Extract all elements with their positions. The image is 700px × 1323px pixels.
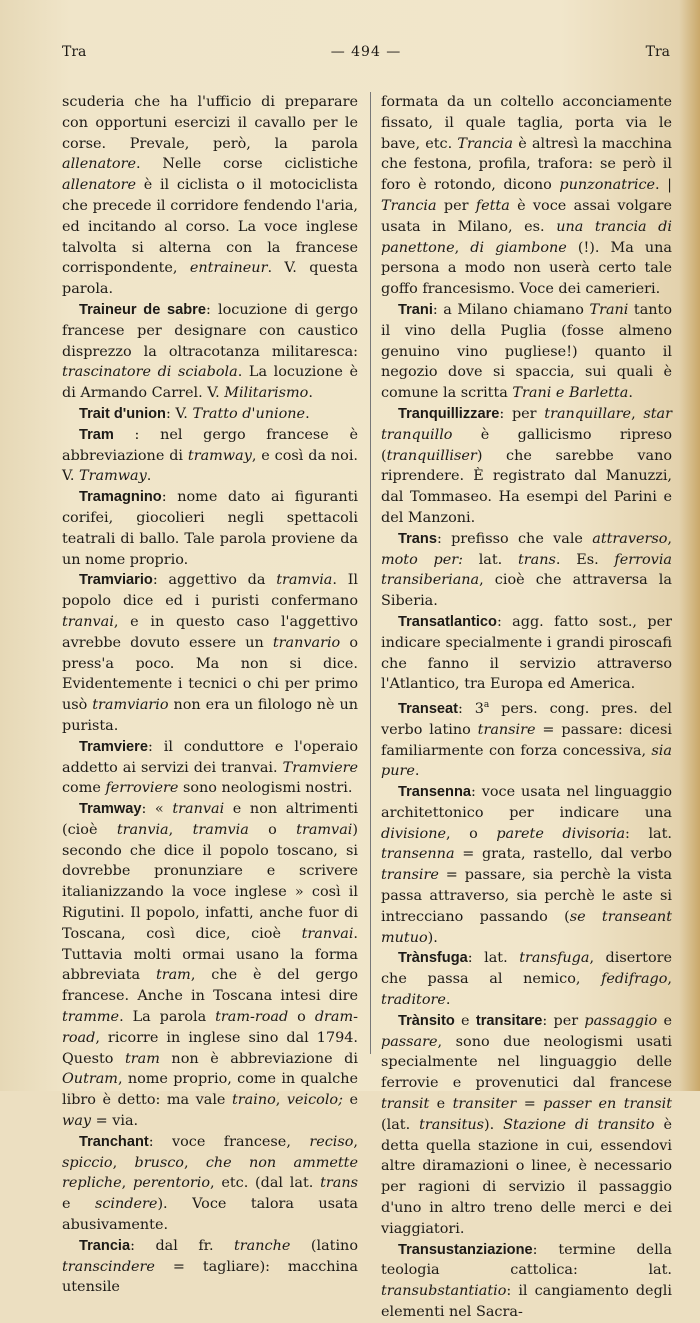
page-header <box>62 44 670 66</box>
entry-text: (latino <box>290 1237 358 1254</box>
headword: Trànsfuga <box>398 950 468 967</box>
page-number: — 494 — <box>330 44 402 60</box>
dictionary-entry <box>381 695 672 782</box>
italic-term: passaggio <box>584 1012 658 1029</box>
dictionary-entry <box>62 1132 358 1236</box>
entry-text: , disertore che passa al nemico, <box>381 950 672 988</box>
italic-term: fetta <box>475 197 510 214</box>
italic-term: Tratto d'unione <box>192 405 306 422</box>
superscript: a <box>483 700 490 711</box>
italic-term: transire <box>381 867 439 884</box>
entry-text: . <box>305 405 310 422</box>
italic-term: dram-road <box>62 1009 358 1046</box>
italic-term: fedifrago <box>601 971 668 988</box>
entry-text: = tagliare): macchina utensile <box>62 1258 358 1296</box>
dictionary-entry <box>62 737 358 799</box>
entry-text: , o <box>445 825 497 842</box>
entry-text: . <box>308 385 313 402</box>
entry-text: = grata, rastello, dal verbo <box>454 846 672 863</box>
entry-text: : a Milano chiamano <box>432 301 590 318</box>
italic-term: entraineur <box>189 260 268 277</box>
headword: Tramway <box>79 801 142 818</box>
italic-term: passare <box>381 1033 438 1050</box>
italic-term: sia pure <box>381 742 672 780</box>
dictionary-entry <box>381 612 672 695</box>
dictionary-entry <box>62 1236 358 1298</box>
entry-text: lat. <box>462 551 518 568</box>
dictionary-entry <box>62 570 358 736</box>
column-divider <box>370 92 371 1054</box>
italic-term: transire <box>477 721 536 738</box>
running-head-left: Tra <box>62 44 87 60</box>
entry-text: pers. cong. pres. del verbo latino <box>381 700 672 738</box>
dictionary-entry <box>62 799 358 1132</box>
entry-text: = passare: dicesi familiarmente con forza concessiva, <box>381 721 672 759</box>
entry-text: ). Voce talora usata abusivamente. <box>62 1196 359 1234</box>
entry-text: tanto il vino della Puglia (fosse almeno genuino vino pugliese!) quanto il negozio dove si spaccia, sui quali è comune la scritta <box>381 301 672 402</box>
italic-term: brusco <box>134 1154 184 1171</box>
italic-term: star tranquillo <box>381 405 672 443</box>
entry-text: : locuzione di gergo francese per designare con caustico disprezzo la oltracotanza militaresca: <box>62 301 358 360</box>
italic-term: trans <box>320 1175 358 1192</box>
entry-text: e non altrimenti (cioè <box>62 801 359 838</box>
italic-term: traditore <box>381 992 446 1009</box>
headword: Tranquillizzare <box>398 405 500 422</box>
italic-term: traino <box>231 1092 276 1109</box>
entry-text: : aggettivo da <box>152 572 277 589</box>
entry-text: , <box>631 405 644 422</box>
entry-text: : V. <box>165 405 193 422</box>
headword: Trancia <box>79 1237 131 1254</box>
entry-text: è gallicismo ripreso ( <box>381 426 672 464</box>
running-head-right: Tra <box>645 44 670 60</box>
italic-term: tranvario <box>272 634 341 651</box>
italic-term: Stazione di transito <box>503 1116 655 1133</box>
entry-text: : lat. <box>625 825 672 842</box>
entry-text: : nome dato ai figuranti corifei, giocolieri negli spettacoli teatrali di ballo. Tale parola proviene da un nome proprio. <box>62 489 358 568</box>
entry-text: = passare, sia perchè la vista passa attraverso, sia perchè le aste si intrecciano passando ( <box>381 867 672 925</box>
entry-text: . V. questa parola. <box>62 260 359 298</box>
entry-text: , e in questo caso l'aggettivo avrebbe dovuto essere un <box>62 613 358 651</box>
italic-term: transitus <box>419 1116 485 1133</box>
entry-text: o <box>248 821 297 838</box>
entry-text: , <box>454 239 471 256</box>
italic-term: tramvai <box>296 821 353 838</box>
entry-text: , ricorre in inglese sino dal 1794. Questo <box>62 1029 358 1067</box>
entry-text: : voce usata nel linguaggio architettonico per indicare una <box>381 784 672 821</box>
italic-term: tram-road <box>215 1009 289 1026</box>
entry-text: non è abbreviazione di <box>159 1050 358 1067</box>
entry-text: per <box>436 197 476 214</box>
dictionary-entry <box>62 487 358 570</box>
italic-term: transenna <box>381 846 455 863</box>
italic-term: tranvia <box>116 821 169 838</box>
entry-text: . Es. <box>555 551 615 568</box>
italic-term: scindere <box>94 1196 158 1213</box>
italic-term: tramme <box>62 1009 120 1026</box>
headword: Transatlantico <box>398 613 497 630</box>
italic-term: allenatore <box>62 177 136 194</box>
entry-text: , e così da noi. V. <box>62 447 359 485</box>
entry-text: ). <box>427 929 438 946</box>
italic-term: allenatore <box>62 156 136 173</box>
entry-text: è il ciclista o il motociclista che precede il corridore fendendo l'aria, ed incitando al corso. La voce inglese talvolta si alterna con la francese corrispondente, <box>62 177 358 277</box>
italic-term: tramvia <box>276 572 333 589</box>
entry-text: è voce assai volgare usata in Milano, es. <box>381 197 672 235</box>
italic-term: parete divisoria <box>496 825 626 842</box>
italic-term: reciso <box>309 1133 354 1150</box>
entry-text: sono neologismi nostri. <box>178 780 353 797</box>
entry-text: . Il popolo dice ed i puristi confermano <box>62 572 358 610</box>
italic-term: Militarismo <box>224 385 309 402</box>
entry-text: = via. <box>91 1113 139 1130</box>
headword: Trani <box>398 301 433 318</box>
entry-text: o press'a poco. Ma non si dice. Evidentemente i tecnici o chi per primo usò <box>62 634 358 714</box>
entry-text: o <box>288 1009 315 1026</box>
entry-text: : agg. fatto sost., per indicare specialmente i grandi piroscafi che fanno il servizio attraverso l'Atlantico, tra Europa ed America. <box>381 613 672 693</box>
entry-text: : 3 <box>458 700 484 717</box>
italic-term: tram <box>155 967 191 984</box>
dictionary-entry <box>381 948 672 1010</box>
dictionary-entry <box>381 529 672 612</box>
entry-text: : nel gergo francese è abbreviazione di <box>62 426 358 464</box>
entry-text: formata da un coltello acconciamente fissato, il quale taglia, porta via le bave, etc. <box>381 94 672 152</box>
entry-text: è altresì la macchina che festona, profila, trafora: se però il foro è rotondo, dicono <box>381 135 672 194</box>
italic-term: Trani e Barletta <box>512 385 629 402</box>
italic-term: transit <box>381 1096 430 1113</box>
italic-term: una trancia di panettone <box>381 218 672 256</box>
entry-text: : termine della teologia cattolica: lat. <box>381 1241 672 1279</box>
entry-text: , <box>168 821 193 838</box>
entry-text: . <box>414 763 420 780</box>
headword: Traineur de sabre <box>79 301 206 318</box>
italic-term: Tramway <box>79 468 147 485</box>
headword: Tramagnino <box>79 489 162 506</box>
italic-term: tram <box>124 1050 160 1067</box>
italic-term: Trancia <box>457 135 513 152</box>
dictionary-entry <box>381 92 672 300</box>
italic-term: transubstantiatio <box>381 1283 507 1300</box>
entry-text: , <box>121 1175 134 1192</box>
entry-text: . <box>146 468 152 485</box>
italic-term: transfuga <box>519 950 590 967</box>
entry-text: e <box>657 1012 673 1029</box>
entry-text: , <box>667 530 672 547</box>
entry-text: , nome proprio, come in qualche libro è detto: ma vale <box>62 1071 358 1109</box>
dictionary-entry <box>381 300 672 404</box>
entry-text: . <box>445 992 451 1009</box>
entry-text: . La parola <box>119 1009 216 1026</box>
entry-text: : prefisso che vale <box>436 530 593 547</box>
italic-term: tranvai <box>62 613 114 630</box>
italic-term: tranvai <box>301 925 354 942</box>
italic-term: spiccio <box>62 1154 113 1171</box>
entry-text: , <box>112 1154 135 1171</box>
left-column <box>62 92 358 1298</box>
dictionary-entry <box>381 404 672 529</box>
italic-term: che non ammette repliche <box>62 1154 358 1192</box>
italic-term: trascinatore di sciabola <box>62 364 238 381</box>
italic-term: ferrovia transiberiana <box>381 551 672 589</box>
entry-text: . | <box>655 177 673 194</box>
italic-term: Outram <box>62 1071 118 1088</box>
italic-term: perentorio <box>133 1175 210 1192</box>
italic-term: se transeant mutuo <box>381 908 672 946</box>
entry-text: ). <box>484 1116 504 1133</box>
italic-term: transiter = passer en transit <box>452 1096 672 1113</box>
entry-text: , <box>667 971 672 988</box>
headword: Transeat <box>398 700 459 717</box>
entry-text: e <box>454 1012 476 1029</box>
dictionary-entry <box>62 92 358 300</box>
headword: transitare <box>475 1012 543 1029</box>
italic-term: tramway <box>187 447 252 464</box>
entry-text: è detta quella stazione in cui, essendovi altre diramazioni o linee, è necessario per ragioni di servizio il passaggio d'uno in altro treno delle merci e dei viaggiatori. <box>381 1116 673 1237</box>
headword: Transustanziazione <box>398 1241 533 1258</box>
dictionary-entry <box>62 404 358 425</box>
entry-text: : il conduttore e l'operaio addetto ai servizi dei tranvai. <box>62 738 358 776</box>
italic-term: Tramviere <box>282 759 358 776</box>
italic-term: tramviario <box>92 697 169 714</box>
dictionary-entry <box>381 782 672 948</box>
entry-text: e <box>342 1092 358 1109</box>
italic-term: Trancia <box>381 197 437 214</box>
dictionary-entry <box>62 425 358 487</box>
entry-text: . La locuzione è di Armando Carrel. V. <box>62 364 358 402</box>
italic-term: transcindere <box>62 1258 155 1275</box>
entry-text: , sono due neologismi usati specialmente nel linguaggio delle ferrovie e provenutici dal francese <box>381 1033 672 1092</box>
entry-text: ) secondo che dice il popolo toscano, si dovrebbe pronunziare e scrivere italianizzando la voce inglese » così il Rigutini. Il popolo, infatti, anche fuor di Toscana, così dice, cioè <box>62 821 358 942</box>
italic-term: tranvai <box>172 801 225 818</box>
italic-term: tranche <box>234 1237 291 1254</box>
italic-term: ferroviere <box>105 780 179 797</box>
headword: Tram <box>79 426 114 443</box>
italic-term: divisione <box>381 825 446 842</box>
right-column <box>381 92 672 1323</box>
entry-text: : dal fr. <box>130 1237 235 1254</box>
entry-text: : lat. <box>467 950 520 967</box>
dictionary-entry <box>381 1011 672 1240</box>
dictionary-entry <box>381 1240 672 1323</box>
entry-text: e <box>429 1096 453 1113</box>
entry-text: e <box>62 1196 95 1213</box>
entry-text: . <box>628 385 633 402</box>
italic-term: tramvia <box>192 821 249 838</box>
entry-text: (!). Ma una persona a modo non userà certo tale goffo francesismo. Voce dei camerieri. <box>381 239 672 298</box>
headword: Trànsito <box>398 1012 455 1029</box>
entry-text: non era un filologo nè un purista. <box>62 697 358 734</box>
italic-term: punzonatrice <box>559 177 656 194</box>
italic-term: attraverso <box>592 530 668 547</box>
italic-term: way <box>62 1113 92 1130</box>
entry-text: (lat. <box>381 1116 420 1133</box>
entry-text: , <box>353 1133 358 1150</box>
headword: Trait d'union <box>79 405 166 422</box>
entry-text: , etc. (dal lat. <box>210 1175 321 1192</box>
entry-text: , cioè che attraversa la Siberia. <box>381 572 672 610</box>
italic-term: veicolo; <box>286 1092 343 1109</box>
entry-text: : « <box>141 801 173 818</box>
entry-text: : per <box>499 405 545 422</box>
entry-text: , che è del gergo francese. Anche in Toscana intesi dire <box>62 967 358 1005</box>
entry-text: , <box>275 1092 287 1109</box>
entry-text: : per <box>542 1012 585 1029</box>
headword: Tramviario <box>79 572 153 589</box>
headword: Tramviere <box>79 738 148 755</box>
italic-term: moto per: <box>381 551 463 568</box>
headword: Trans <box>398 530 437 547</box>
italic-term: Trani <box>589 301 629 318</box>
headword: Transenna <box>398 784 471 801</box>
italic-term: tranquillare <box>544 405 632 422</box>
italic-term: trans <box>517 551 556 568</box>
entry-text: : voce francese, <box>148 1133 310 1150</box>
entry-text: scuderia che ha l'ufficio di preparare con opportuni esercizi il cavallo per le corse. Prevale, però, la parola <box>62 94 358 152</box>
entry-text: . Nelle corse ciclistiche <box>136 156 358 173</box>
italic-term: di giambone <box>470 239 567 256</box>
entry-text: , <box>183 1154 206 1171</box>
entry-text: . Tuttavia molti ormai usano la forma abbreviata <box>62 925 358 984</box>
dictionary-entry <box>62 300 358 404</box>
italic-term: tranquilliser <box>386 447 477 464</box>
entry-text: : il cangiamento degli elementi nel Sacra- <box>381 1283 672 1321</box>
entry-text: come <box>62 780 106 797</box>
headword: Tranchant <box>79 1133 149 1150</box>
entry-text: ) che sarebbe vano riprendere. È registrato dal Manuzzi, dal Tommaseo. Ha esempi del Parini e del Manzoni. <box>381 447 672 526</box>
